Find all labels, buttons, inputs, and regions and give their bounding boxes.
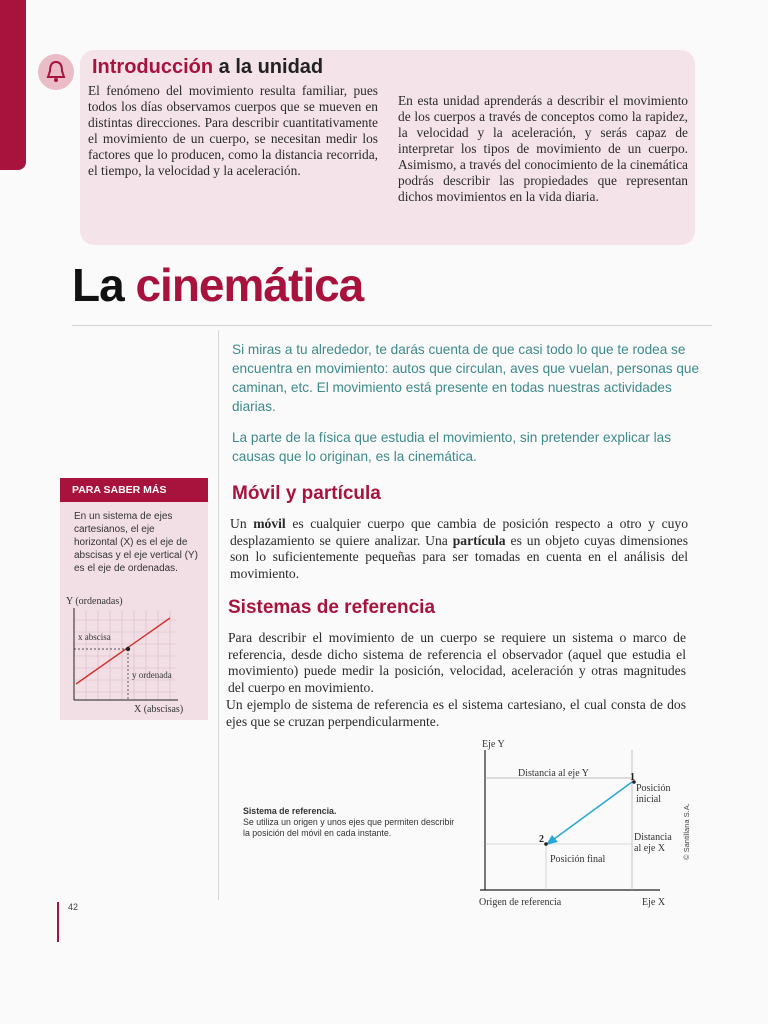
section-heading-movil: Móvil y partícula (232, 483, 381, 504)
divider (72, 325, 712, 326)
mini-abscisa-label: x abscisa (78, 632, 111, 642)
dist-eje-y-label: Distancia al eje Y (518, 768, 589, 779)
column-divider (218, 330, 219, 900)
lead-paragraph-1: Si miras a tu alrededor, te darás cuenta de que casi todo lo que te rodea se encuentra en movimiento: autos que circulan, aves que vuelan, personas que caminan, etc. El movimiento está presente en todas nuestras actividades diarias. (232, 342, 700, 414)
figure-caption: Sistema de referencia. Se utiliza un origen y unos ejes que permiten describir la posición del móvil en cada instante. (243, 806, 455, 838)
mini-y-label: Y (ordenadas) (66, 596, 123, 607)
sidebar-heading: PARA SABER MÁS (60, 478, 208, 502)
copyright: © Santillana S.A. (682, 803, 691, 860)
mini-ordenada-label: y ordenada (132, 670, 172, 680)
section-movil-text: Un móvil es cualquier cuerpo que cambia de posición respecto a otro y cuyo desplazamiento se quiere analizar. Una partícula es un objeto cuyas dimensiones son lo suficientemente pequeñas para ser tomadas en cuenta en el análisis del movimiento. (230, 516, 688, 581)
lead-paragraph-2: La parte de la física que estudia el movimiento, sin pretender explicar las causas que lo originan, es la cinemática. (232, 430, 672, 464)
eje-x-label: Eje X (642, 897, 666, 908)
page-number-bar (57, 902, 59, 942)
page-number: 42 (68, 902, 79, 912)
intro-paragraph-2: En esta unidad aprenderás a describir el movimiento de los cuerpos a través de conceptos como la rapidez, la velocidad y la aceleración, y serás capaz de interpretar los tipos de movimiento de un cuerpo. Asimismo, a través del conocimiento de la cinemática podrás describir las propiedades que representan dichos movimientos en la vida diaria. (398, 93, 688, 204)
intro-paragraph-1: El fenómeno del movimiento resulta familiar, pues todos los días observamos cuerpos que se mueven en distintas direcciones. Para describir cuantitativamente el movimiento de un cuerpo, se necesitan medir los factores que lo producen, como la distancia recorrida, el tiempo, la velocidad y la aceleración. (88, 83, 378, 178)
dist-eje-x-label-1: Distancia (634, 832, 672, 843)
mini-x-label: X (abscisas) (134, 704, 184, 715)
section-sistemas-text-2: Un ejemplo de sistema de referencia es el sistema cartesiano, el cual consta de dos ejes que se cruzan perpendicularmente. (226, 697, 686, 729)
sidebar-text: En un sistema de ejes cartesianos, el eje horizontal (X) es el eje de abscisas y el eje vertical (Y) es el eje de ordenadas. (74, 511, 198, 574)
left-accent-strip (0, 0, 26, 170)
eje-y-label: Eje Y (482, 739, 505, 750)
pos-inicial-label-2: inicial (636, 794, 661, 805)
origen-label: Origen de referencia (479, 897, 562, 908)
page-title: La cinemática (72, 259, 364, 311)
point-1-label: 1 (630, 772, 635, 783)
pos-final-label: Posición final (550, 854, 606, 865)
intro-title: Introducción a la unidad (92, 56, 324, 78)
section-sistemas-text-1: Para describir el movimiento de un cuerpo se requiere un sistema o marco de referencia, desde dicho sistema de referencia el observador (aquel que estudia el movimiento) puede medir la posición, velocidad, aceleración y otras magnitudes del cuerpo en movimiento. (228, 630, 686, 695)
dist-eje-x-label-2: al eje X (634, 843, 666, 854)
reference-system-figure (470, 738, 700, 916)
cartesian-mini-graph (66, 594, 206, 716)
pos-inicial-label-1: Posición (636, 783, 671, 794)
point-2-label: 2 (539, 834, 544, 845)
bell-icon (38, 54, 74, 90)
section-heading-sistemas: Sistemas de referencia (228, 597, 436, 618)
